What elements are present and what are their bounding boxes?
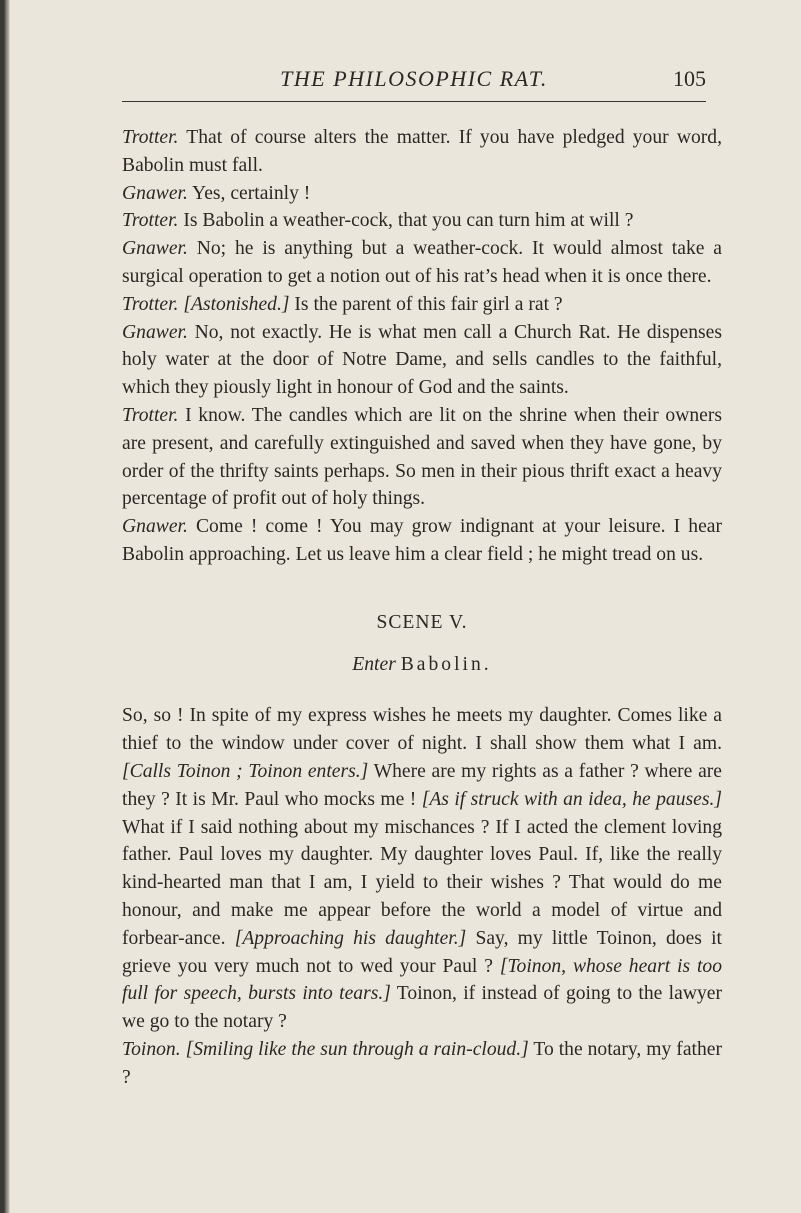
speaker-name: Gnawer. (122, 516, 188, 538)
dialogue-text: No, not exactly. He is what men call a Church Rat. He dispenses holy water at the door of Notre Dame, and sells candles to the faithful, which they piously light in honour of God and the saints. (122, 321, 722, 399)
dialogue-paragraph (122, 402, 722, 513)
monologue-text: Say, my little Toinon, does it grieve you very much not to wed your Paul ? (122, 927, 722, 977)
dialogue-paragraph (122, 513, 722, 569)
book-binding-edge (0, 0, 10, 1213)
monologue-text: What if I said nothing about my mischances ? If I acted the clement loving father. Paul loves my daughter. My daughter loves Paul. If, like the really kind-hearted man that I am, I yield to their wishes ? That would do me honour, and make me appear before the world a model of virtue and forbear-ance. (122, 816, 722, 949)
speaker-name: Gnawer. (122, 238, 188, 260)
monologue-text: Toinon, if instead of going to the lawyer we go to the notary ? (122, 983, 722, 1033)
dialogue-paragraph (122, 235, 722, 291)
speaker-name: Trotter. (122, 127, 179, 148)
dialogue-text: Is the parent of this fair girl a rat ? (289, 293, 563, 315)
entering-character: Babolin. (400, 653, 492, 675)
stage-direction: [Smiling like the sun through a rain-cloud.] (185, 1038, 529, 1060)
dialogue-text: That of course alters the matter. If you have pledged your word, Babolin must fall. (122, 127, 722, 176)
dialogue-text: I know. The candles which are lit on the shrine when their owners are present, and carefully extinguished and saved when they have gone, by order of the thrifty saints perhaps. So men in their pious thrift exact a heavy percentage of profit out of holy things. (122, 404, 722, 510)
header-rule (122, 101, 706, 102)
monologue-text: So, so ! In spite of my express wishes he meets my daughter. Comes like a thief to the window under cover of night. I shall show them what I am. (122, 705, 722, 755)
speaker-name: Trotter. (122, 293, 179, 315)
dialogue-paragraph (122, 319, 722, 402)
monologue-text: Where are my rights as a father ? where are they ? It is Mr. Paul who mocks me ! (122, 760, 722, 810)
dialogue-paragraph (122, 1036, 722, 1092)
page-number: 105 (673, 66, 706, 91)
dialogue-text: No; he is anything but a weather-cock. It would almost take a surgical operation to get a notion out of his rat’s head when it is once there. (122, 238, 722, 287)
running-head (122, 58, 706, 90)
stage-direction: [Approaching his daughter.] (234, 927, 467, 949)
speaker-name: Gnawer. (122, 182, 188, 204)
dialogue-text: To the notary, my father ? (122, 1038, 722, 1088)
speaker-name: Toinon. (122, 1038, 181, 1060)
entrance-line (122, 651, 722, 679)
dialogue-text: Come ! come ! You may grow indignant at your leisure. I hear Babolin approaching. Let us leave him a clear field ; he might tread on us. (122, 516, 722, 565)
speaker-name: Gnawer. (122, 321, 188, 343)
stage-direction: [Toinon, whose heart is too full for speech, bursts into tears.] (122, 955, 723, 1005)
speaker-name: Trotter. (122, 210, 179, 232)
stage-direction: [Calls Toinon ; Toinon enters.] (122, 760, 369, 782)
monologue-paragraph (122, 702, 722, 1036)
stage-direction: [Astonished.] (183, 293, 290, 315)
dialogue-paragraph (122, 291, 722, 319)
dialogue-paragraph (122, 180, 722, 208)
scene-heading: SCENE V. (376, 611, 468, 633)
running-title: THE PHILOSOPHIC RAT. (280, 66, 548, 91)
dialogue-paragraph (122, 124, 722, 180)
dialogue-text: Yes, certainly ! (187, 182, 311, 204)
page-text (122, 124, 722, 1092)
speaker-name: Trotter. (122, 404, 179, 426)
stage-direction: [As if struck with an idea, he pauses.] (421, 788, 722, 810)
enter-word: Enter (352, 653, 396, 675)
dialogue-text: Is Babolin a weather-cock, that you can turn him at will ? (178, 210, 634, 232)
dialogue-paragraph (122, 207, 722, 235)
